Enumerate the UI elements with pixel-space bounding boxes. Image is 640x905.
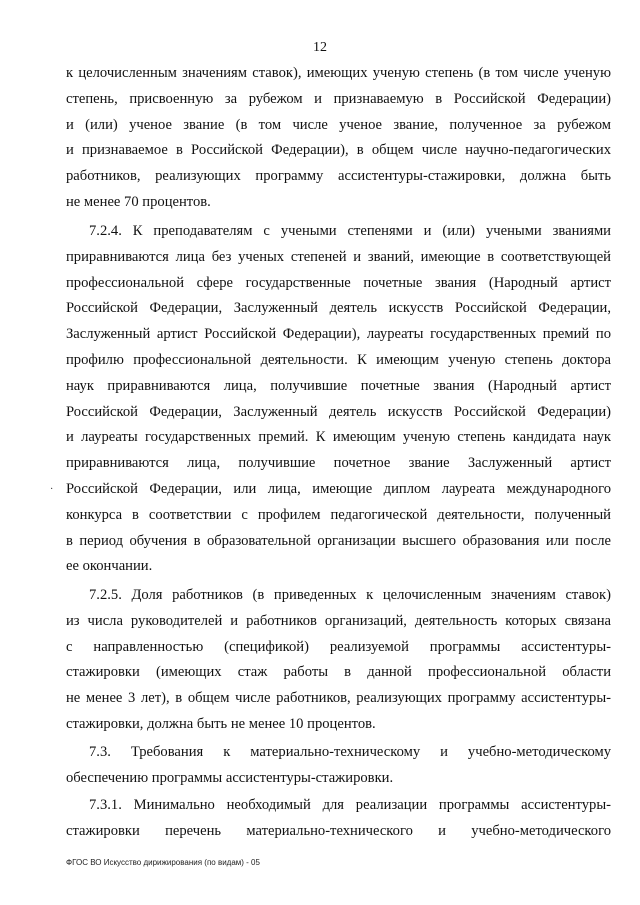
text-line: к целочисленным значениям ставок), имеющих ученую степень (в том числе ученую	[66, 65, 611, 81]
text-line: стажировки перечень материально-технического и учебно-методического	[66, 822, 611, 839]
text-line: обеспечению программы ассистентуры-стажировки.	[66, 769, 394, 786]
text-line: с направленностью (спецификой) реализуемой программы ассистентуры-	[66, 638, 611, 655]
page-number: 12	[313, 40, 327, 55]
text-line: приравниваются лица, получившие почетное звание Заслуженный артист	[66, 455, 611, 472]
text-line: Российской Федерации, или лица, имеющие диплом лауреата международного	[66, 480, 611, 497]
text-line: и признаваемое в Российской Федерации), в общем числе научно-педагогических	[66, 142, 611, 159]
text-line: не менее 70 процентов.	[66, 193, 211, 210]
text-line: в период обучения в образовательной организации высшего образования или после	[66, 532, 611, 549]
text-line: 7.2.5. Доля работников (в приведенных к целочисленным значениям ставок)	[89, 587, 611, 603]
text-line: наук приравниваются лица, получившие почетные звания (Народный артист	[66, 377, 611, 394]
text-line: конкурса в соответствии с профилем педагогической деятельности, полученный	[66, 506, 611, 523]
text-line: степень, присвоенную за рубежом и признаваемую в Российской Федерации)	[66, 90, 611, 107]
text-line: не менее 3 лет), в общем числе работников, реализующих программу ассистентуры-	[66, 690, 611, 707]
text-line: 7.2.4. К преподавателям с учеными степенями и (или) учеными званиями	[89, 223, 611, 239]
text-line: Российской Федерации, Заслуженный деятель искусств Российской Федерации)	[66, 403, 611, 420]
text-line: 7.3.1. Минимально необходимый для реализации программы ассистентуры-	[89, 797, 611, 813]
text-line: Заслуженный артист Российской Федерации), лауреаты государственных премий по	[66, 326, 611, 343]
text-line: стажировки (имеющих стаж работы в данной профессиональной области	[66, 664, 611, 681]
text-line: приравниваются лица без ученых степеней и званий, имеющие в соответствующей	[66, 248, 611, 265]
text-line: из числа руководителей и работников организаций, деятельность которых связана	[66, 612, 611, 629]
margin-mark: ·	[50, 484, 54, 495]
page-footer: ФГОС ВО Искусство дирижирования (по видам) - 05	[66, 858, 260, 867]
paragraph-continuation	[66, 61, 611, 216]
paragraph-7-2-4	[66, 219, 611, 580]
paragraph-7-3	[66, 740, 611, 792]
text-line: 7.3. Требования к материально-техническому и учебно-методическому	[89, 744, 611, 760]
text-line: профессиональной сфере государственные почетные звания (Народный артист	[66, 274, 611, 291]
text-line: работников, реализующих программу ассистентуры-стажировки, должна быть	[66, 168, 611, 185]
text-line: ее окончании.	[66, 558, 153, 575]
paragraph-7-2-5	[66, 583, 611, 738]
text-line: и (или) ученое звание (в том числе ученое звание, полученное за рубежом	[66, 116, 611, 133]
text-line: стажировки, должна быть не менее 10 процентов.	[66, 715, 376, 732]
text-line: Российской Федерации, Заслуженный деятель искусств Российской Федерации,	[66, 300, 611, 317]
paragraph-7-3-1	[66, 793, 611, 845]
text-line: и лауреаты государственных премий. К имеющим ученую степень кандидата наук	[66, 429, 611, 446]
text-line: профилю профессиональной деятельности. К имеющим ученую степень доктора	[66, 351, 611, 368]
